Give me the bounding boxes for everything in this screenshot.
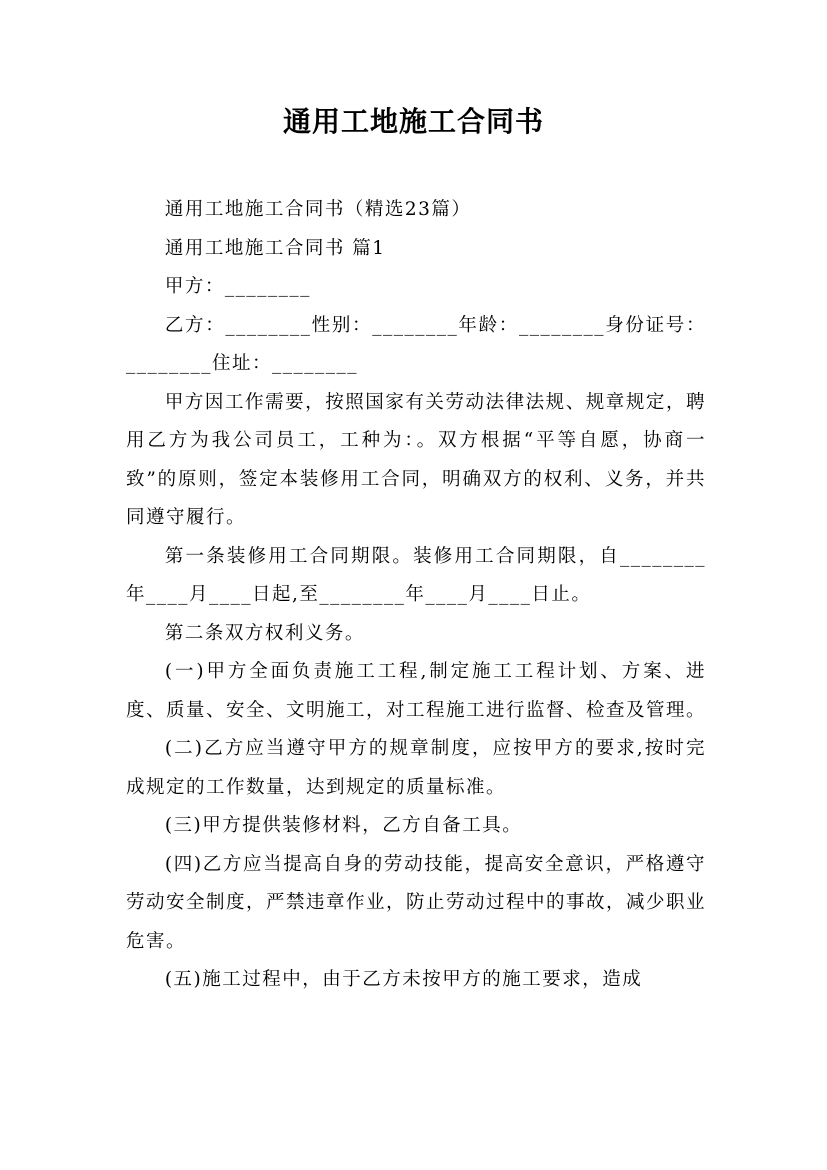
paragraph-preamble: 甲方因工作需要，按照国家有关劳动法律法规、规章规定，聘用乙方为我公司员工，工种为：。双方根据“平等自愿，协商一致”的原则，签定本装修用工合同，明确双方的权利、义务，并共同遵守履行。 <box>126 391 706 528</box>
paragraph-item-5: (五)施工过程中，由于乙方未按甲方的施工要求，造成 <box>164 969 643 990</box>
paragraph-collection-heading: 通用工地施工合同书（精选23篇） <box>164 199 472 220</box>
document-body <box>126 191 706 1000</box>
paragraph-clause-1: 第一条装修用工合同期限。装修用工合同期限，自________年____月____日起,至________年____月____日止。 <box>126 545 706 605</box>
paragraph-party-a: 甲方：________ <box>164 276 311 297</box>
paragraph-party-b: 乙方：________性别：________年龄：________身份证号：________住址：________ <box>126 314 706 374</box>
paragraph-item-2: (二)乙方应当遵守甲方的规章制度，应按甲方的要求,按时完成规定的工作数量，达到规定的质量标准。 <box>126 738 706 798</box>
paragraph-clause-2: 第二条双方权利义务。 <box>164 622 365 644</box>
paragraph-article-heading: 通用工地施工合同书 篇1 <box>164 237 386 259</box>
document-title: 通用工地施工合同书 <box>282 105 544 138</box>
paragraph-item-1: (一)甲方全面负责施工工程,制定施工工程计划、方案、进度、质量、安全、文明施工，对工程施工进行监督、检查及管理。 <box>126 661 707 721</box>
paragraph-item-4: (四)乙方应当提高自身的劳动技能，提高安全意识，严格遵守劳动安全制度，严禁违章作业，防止劳动过程中的事故，减少职业危害。 <box>126 853 707 952</box>
paragraph-item-3: (三)甲方提供装修材料，乙方自备工具。 <box>164 815 523 836</box>
